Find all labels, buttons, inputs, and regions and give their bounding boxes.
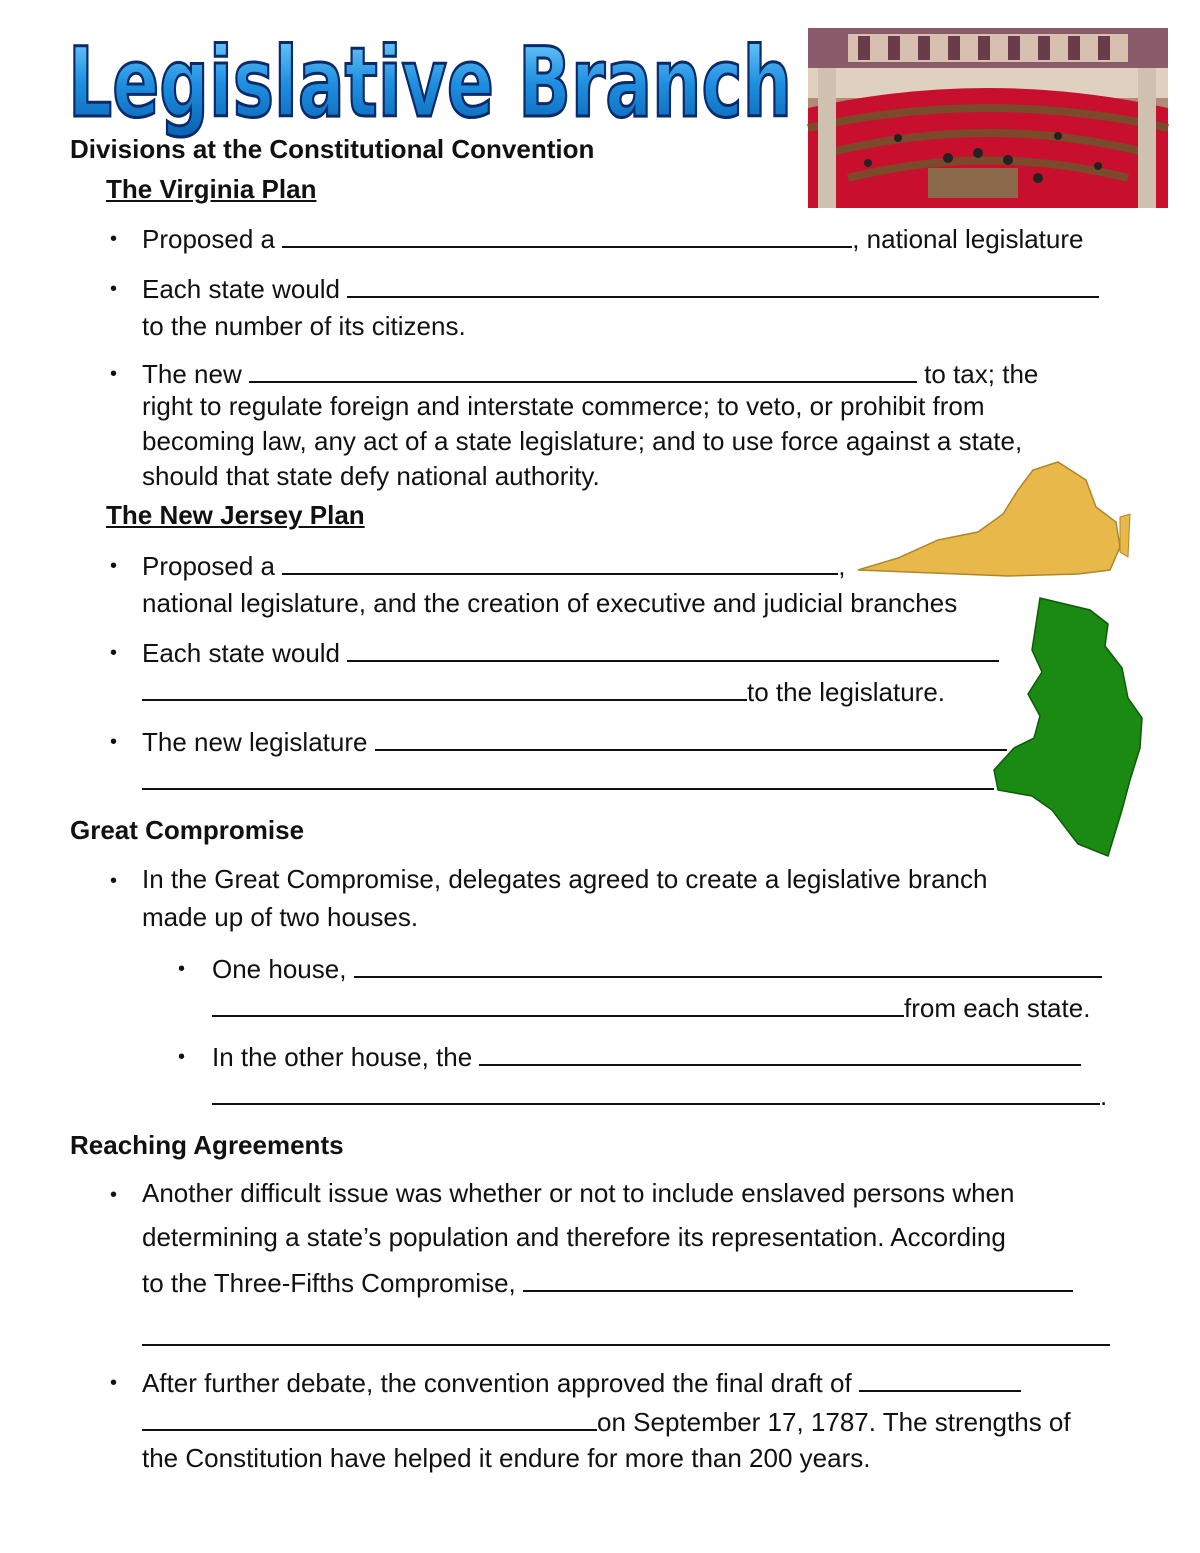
bullet-glyph: • — [110, 642, 118, 664]
great-b1-l2: made up of two houses. — [142, 902, 419, 932]
answer-blank[interactable] — [142, 762, 994, 790]
virginia-b3-l3: becoming law, any act of a state legislature; and to use force against a state, — [142, 426, 1023, 456]
reaching-b1-l1: Another difficult issue was whether or not to include enslaved persons when — [142, 1178, 1015, 1208]
answer-blank[interactable] — [282, 220, 852, 248]
page-title: Legislative Branch — [68, 27, 792, 139]
answer-blank[interactable] — [347, 270, 1099, 298]
bullet-glyph: • — [110, 278, 118, 300]
bullet-glyph: • — [110, 1372, 118, 1394]
answer-blank[interactable] — [142, 1403, 597, 1431]
senate-chamber-image — [808, 28, 1168, 208]
great-s1-l2: from each state. — [212, 989, 1090, 1025]
great-s1-line: One house, — [212, 950, 1102, 986]
answer-blank[interactable] — [375, 723, 1007, 751]
new-jersey-plan-heading: The New Jersey Plan — [106, 500, 365, 530]
virginia-b1-line: Proposed a , national legislature — [142, 220, 1083, 256]
virginia-map-icon — [858, 462, 1138, 582]
bullet-glyph: • — [110, 1184, 118, 1206]
newjersey-b3-l2 — [142, 762, 994, 798]
answer-blank[interactable] — [347, 634, 999, 662]
divisions-heading: Divisions at the Constitutional Convention — [70, 134, 595, 164]
newjersey-b3-line: The new legislature — [142, 723, 1007, 759]
answer-blank[interactable] — [282, 547, 838, 575]
great-compromise-heading: Great Compromise — [70, 815, 305, 845]
great-b1-l1: In the Great Compromise, delegates agreed to create a legislative branch — [142, 864, 988, 894]
virginia-b2-cont: to the number of its citizens. — [142, 311, 466, 341]
newjersey-b1-l2: national legislature, and the creation of executive and judicial branches — [142, 588, 958, 618]
newjersey-b2-l2: to the legislature. — [142, 673, 945, 709]
bullet-glyph: • — [110, 555, 118, 577]
newjersey-b2-line: Each state would — [142, 634, 999, 670]
great-s2-l2: . — [212, 1077, 1107, 1113]
virginia-b3-l4: should that state defy national authority. — [142, 461, 600, 491]
bullet-glyph: • — [110, 363, 118, 385]
reaching-agreements-heading: Reaching Agreements — [70, 1130, 344, 1160]
virginia-b3-line: The new to tax; the — [142, 355, 1038, 391]
answer-blank[interactable] — [859, 1364, 1021, 1392]
answer-blank[interactable] — [212, 989, 904, 1017]
virginia-b3-l2: right to regulate foreign and interstate commerce; to veto, or prohibit from — [142, 391, 985, 421]
reaching-b1-l2: determining a state’s population and therefore its representation. According — [142, 1222, 1006, 1252]
bullet-glyph: • — [110, 731, 118, 753]
answer-blank[interactable] — [142, 1318, 1110, 1346]
reaching-b2-l3: the Constitution have helped it endure for more than 200 years. — [142, 1443, 871, 1473]
answer-blank[interactable] — [523, 1264, 1073, 1292]
bullet-glyph: • — [110, 228, 118, 250]
bullet-glyph: • — [178, 1046, 186, 1068]
reaching-b2-l1: After further debate, the convention approved the final draft of — [142, 1364, 1021, 1400]
virginia-plan-heading: The Virginia Plan — [106, 174, 317, 204]
bullet-glyph: • — [178, 958, 186, 980]
answer-blank[interactable] — [249, 355, 917, 383]
title-wordart — [60, 20, 800, 139]
reaching-b1-l4 — [142, 1318, 1110, 1354]
answer-blank[interactable] — [354, 950, 1102, 978]
virginia-b2-line: Each state would — [142, 270, 1099, 306]
new-jersey-map-icon — [990, 598, 1155, 858]
bullet-glyph: • — [110, 870, 118, 892]
reaching-b2-l2: on September 17, 1787. The strengths of — [142, 1403, 1071, 1439]
answer-blank[interactable] — [479, 1038, 1081, 1066]
answer-blank[interactable] — [142, 673, 747, 701]
great-s2-line: In the other house, the — [212, 1038, 1081, 1074]
reaching-b1-l3: to the Three-Fifths Compromise, — [142, 1264, 1073, 1300]
answer-blank[interactable] — [212, 1077, 1100, 1105]
newjersey-b1-line: Proposed a , — [142, 547, 845, 583]
